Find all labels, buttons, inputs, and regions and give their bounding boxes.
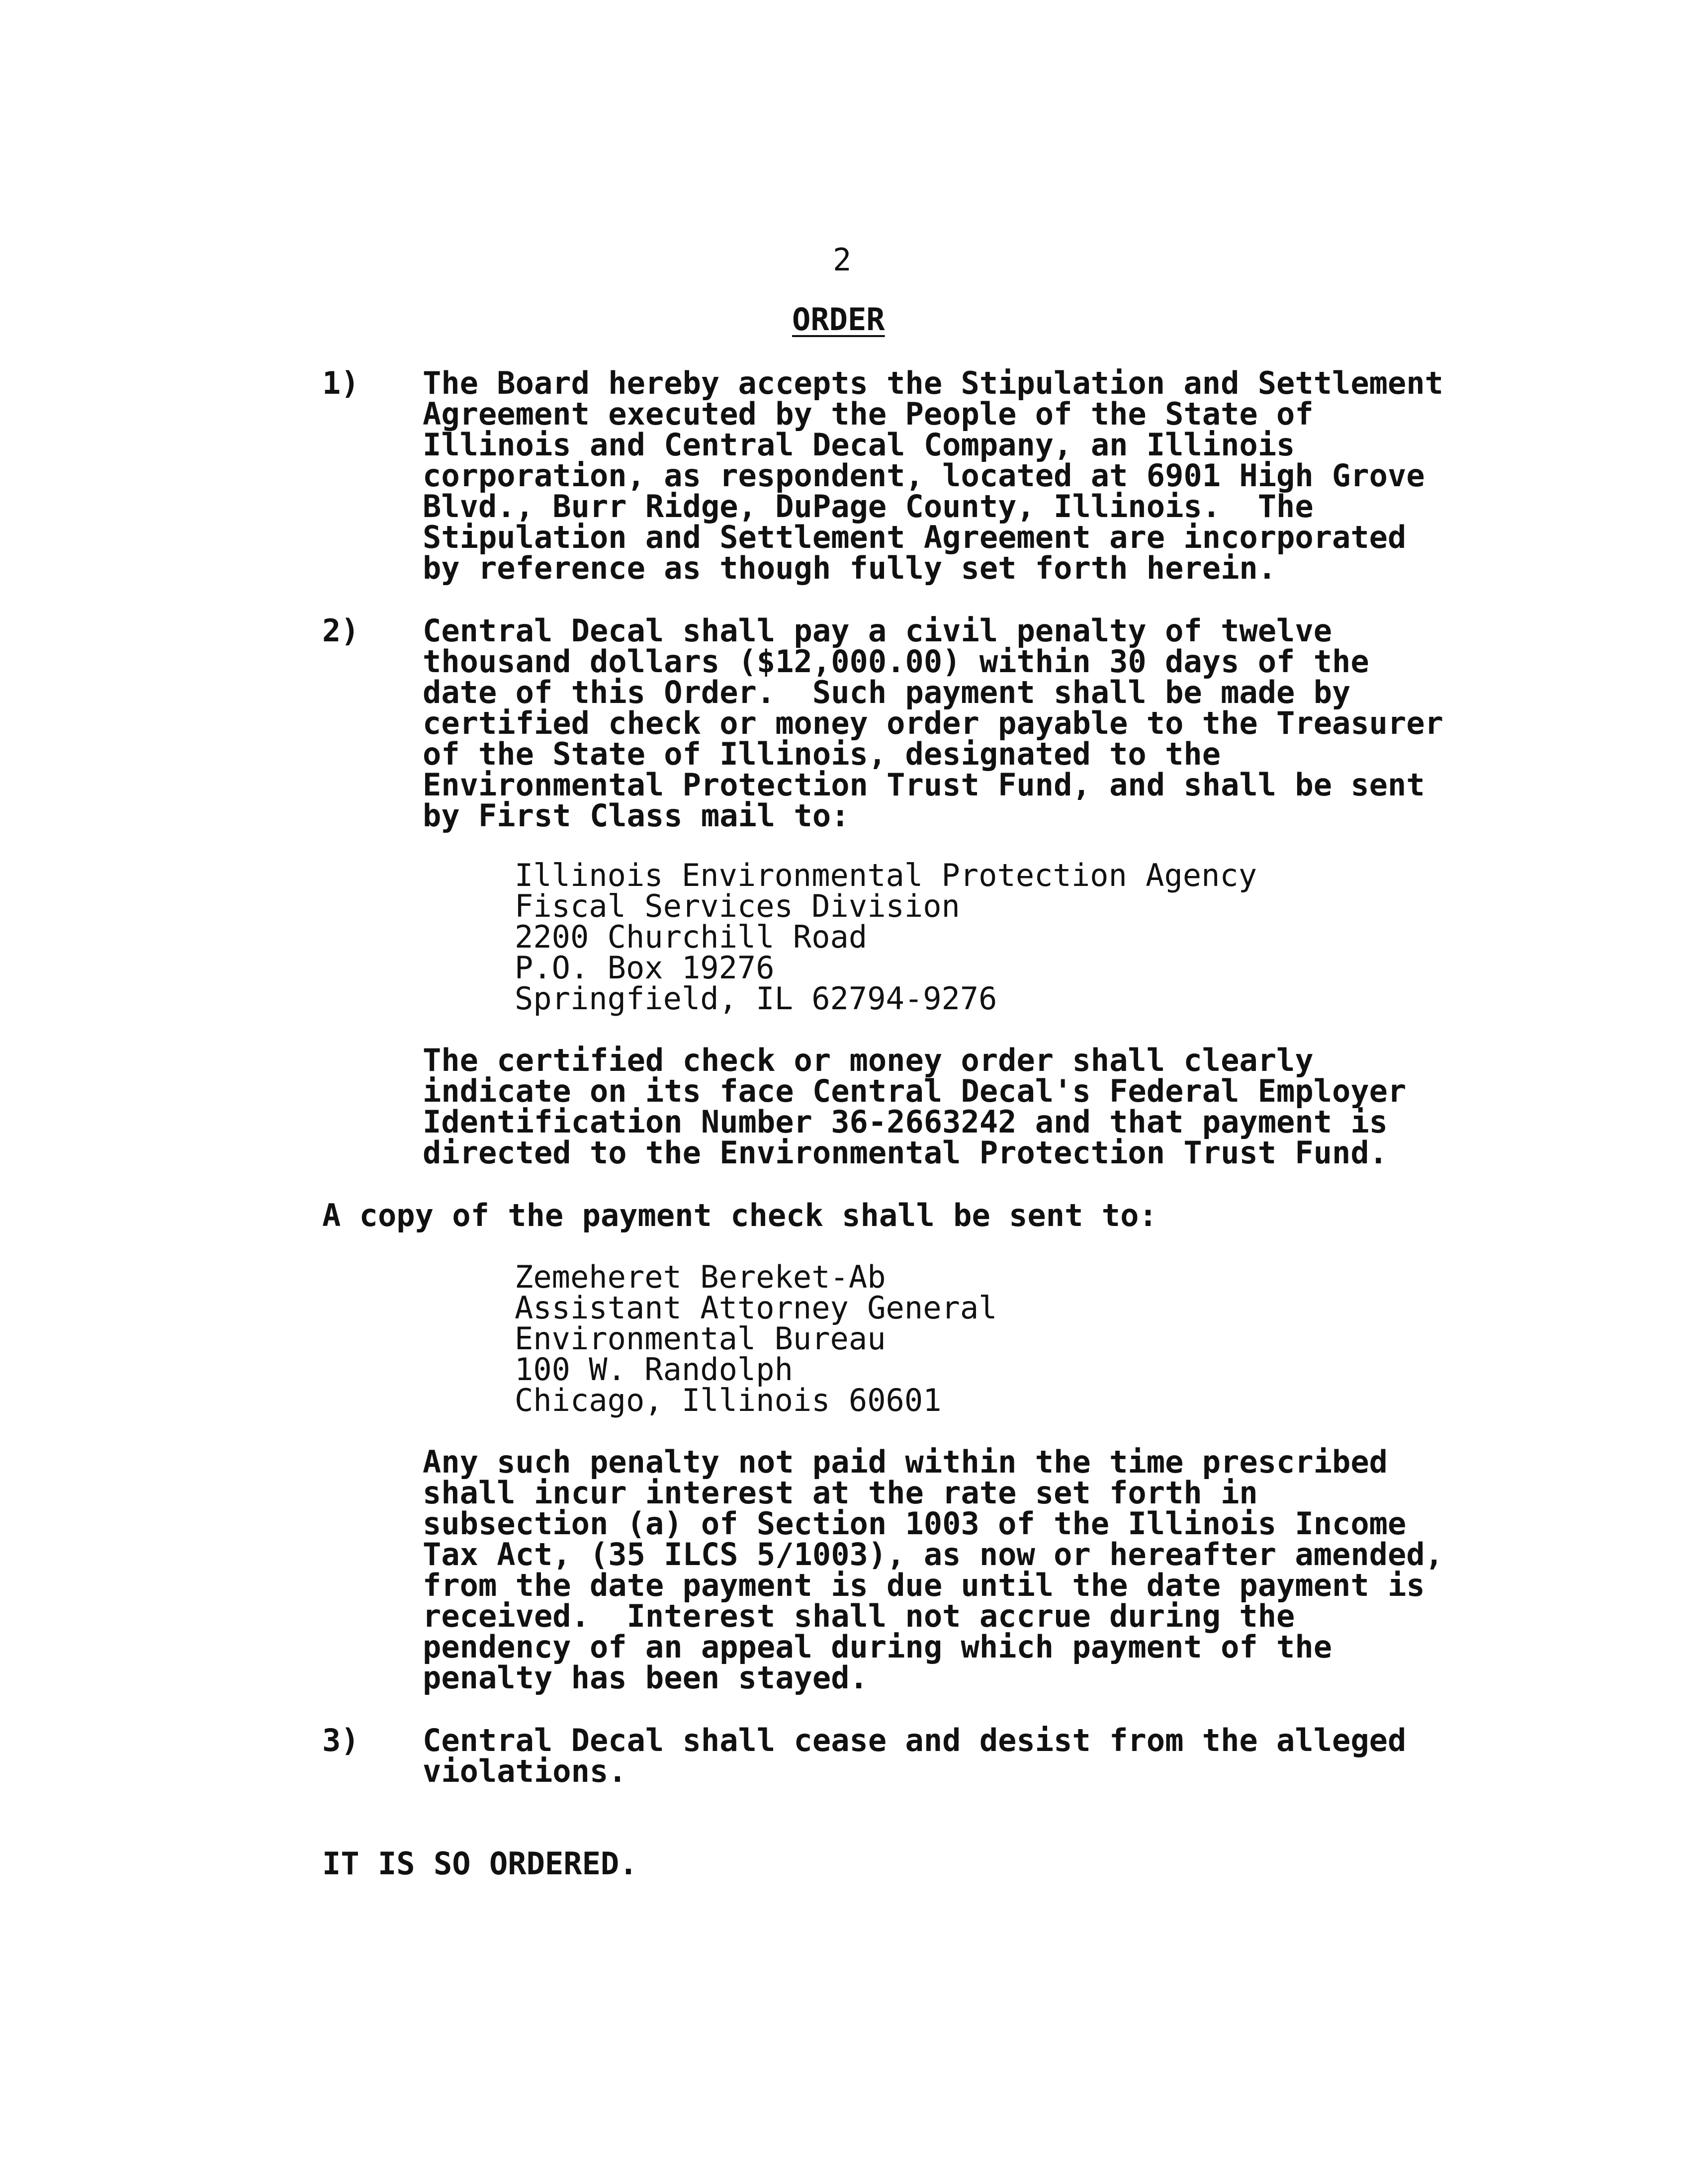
item-2-line: Environmental Protection Trust Fund, and shall be sent: [423, 767, 1425, 803]
check-line: The certified check or money order shall clearly: [423, 1042, 1314, 1078]
item-1-line: by reference as though fully set forth herein.: [423, 550, 1277, 586]
item-2-number: 2): [322, 612, 359, 649]
interest-line: pendency of an appeal during which payment of the: [423, 1629, 1333, 1665]
item-1-number: 1): [322, 365, 359, 401]
iepa-address-line: P.O. Box 19276: [515, 950, 775, 986]
item-3-line: Central Decal shall cease and desist from the alleged: [423, 1722, 1407, 1758]
check-line: indicate on its face Central Decal's Federal Employer: [423, 1073, 1407, 1109]
item-2-line: certified check or money order payable to the Treasurer: [423, 705, 1443, 741]
item-2-line: Central Decal shall pay a civil penalty of twelve: [423, 612, 1333, 649]
item-1-line: Illinois and Central Decal Company, an Illinois: [423, 427, 1295, 463]
interest-line: Tax Act, (35 ILCS 5/1003), as now or hereafter amended,: [423, 1536, 1443, 1572]
item-1-line: Blvd., Burr Ridge, DuPage County, Illinois. The: [423, 488, 1314, 524]
iepa-address-line: Illinois Environmental Protection Agency: [515, 857, 1257, 893]
interest-line: received. Interest shall not accrue during the: [423, 1598, 1295, 1634]
closing-statement: IT IS SO ORDERED.: [322, 1845, 638, 1882]
item-2-line: by First Class mail to:: [423, 797, 850, 834]
interest-line: Any such penalty not paid within the time prescribed: [423, 1444, 1388, 1480]
ag-address-line: Assistant Attorney General: [515, 1290, 997, 1326]
ag-address-line: Chicago, Illinois 60601: [515, 1382, 942, 1418]
check-line: directed to the Environmental Protection Trust Fund.: [423, 1135, 1388, 1171]
item-2-line: thousand dollars ($12,000.00) within 30 days of the: [423, 643, 1369, 680]
ag-address-line: Environmental Bureau: [515, 1320, 886, 1357]
iepa-address-line: 2200 Churchill Road: [515, 919, 868, 955]
check-line: Identification Number 36-2663242 and that payment is: [423, 1104, 1388, 1140]
interest-line: penalty has been stayed.: [423, 1660, 868, 1696]
interest-line: shall incur interest at the rate set forth in: [423, 1475, 1258, 1511]
iepa-address-line: Springfield, IL 62794-9276: [515, 980, 997, 1017]
item-1-line: Agreement executed by the People of the State of: [423, 396, 1314, 432]
item-1-line: Stipulation and Settlement Agreement are incorporated: [423, 519, 1407, 555]
order-title: ORDER: [792, 301, 885, 338]
ag-address-line: Zemeheret Bereket-Ab: [515, 1259, 886, 1295]
interest-line: subsection (a) of Section 1003 of the Illinois Income: [423, 1505, 1407, 1542]
item-3-line: violations.: [423, 1753, 627, 1789]
item-1-line: corporation, as respondent, located at 6901 High Grove: [423, 457, 1425, 494]
page-number: 2: [833, 242, 852, 278]
copy-line: A copy of the payment check shall be sent to:: [322, 1197, 1157, 1233]
ag-address-line: 100 W. Randolph: [515, 1351, 793, 1388]
item-2-line: of the State of Illinois, designated to the: [423, 736, 1221, 772]
item-3-number: 3): [322, 1722, 359, 1758]
iepa-address-line: Fiscal Services Division: [515, 888, 960, 924]
item-2-line: date of this Order. Such payment shall be made by: [423, 674, 1351, 710]
item-1-line: The Board hereby accepts the Stipulation and Settlement: [423, 365, 1443, 401]
interest-line: from the date payment is due until the date payment is: [423, 1567, 1425, 1603]
